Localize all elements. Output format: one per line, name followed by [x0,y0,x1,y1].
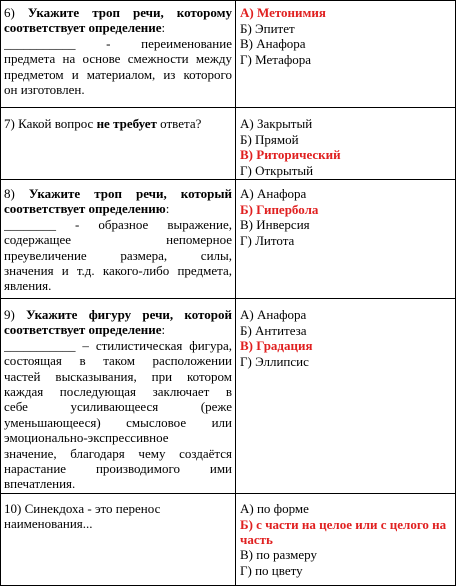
question-bold-text: соответствует определение [4,322,162,338]
answer-option: Г) по цвету [240,563,303,578]
question-text: ________ - образное выражение, [4,216,232,232]
question-bold-text: соответствует определение [4,20,162,36]
question-bold-text: соответствует определению [4,201,166,217]
question-line [4,476,232,491]
question-line [4,446,232,461]
answer-option: В) Инверсия [240,217,310,233]
answers-cell [240,307,450,369]
question-line [4,116,232,131]
question-line [4,322,232,337]
question-line [4,501,232,516]
question-text: преувеличение размера, силы, [4,247,232,263]
question-line [4,307,232,322]
question-text: ___________ - переименование [4,35,232,51]
question-line [4,20,232,35]
question-line [4,232,232,247]
question-cell [4,5,232,97]
question-text: значения и т.д. какого-либо предмета, [4,262,232,278]
answer-option: В) по размеру [240,547,318,563]
answer-option: А) Анафора [240,307,307,322]
answers-cell [240,186,450,248]
question-bold-text: Укажите фигуру речи, которой [26,307,232,322]
question-text: 8) [4,186,29,201]
question-text: 7) Какой вопрос [4,116,97,131]
question-line [4,36,232,51]
answer-option-correct: В) Риторический [240,147,341,163]
row-divider [0,493,456,494]
question-text: нарастание производимого ими [4,460,232,476]
row-divider [0,179,456,180]
question-text: : [161,322,166,338]
question-bold-text: Укажите троп речи, которому [27,5,232,20]
question-text: предмета на основе смежности между [4,51,232,67]
answer-option: В) Анафора [240,36,306,52]
answer-option: Г) Эллипсис [240,353,309,369]
question-bold-text: Укажите троп речи, который [28,186,232,201]
question-line [4,201,232,216]
question-cell [4,501,232,532]
question-line [4,415,232,430]
question-text: явления. [4,278,52,294]
question-text: предметом и материалом, из которого [4,66,232,82]
answer-option: Г) Открытый [240,162,314,178]
question-cell [4,186,232,294]
question-text: каждая последующая заключает в [4,383,232,399]
question-line [4,338,232,353]
question-line [4,82,232,97]
question-line [4,369,232,384]
answer-option: Г) Метафора [240,51,312,67]
answers-cell [240,5,450,67]
question-line [4,248,232,263]
answer-option: Б) Прямой [240,131,299,147]
question-text: 9) [4,307,27,322]
answers-cell [240,501,450,579]
answer-option: Г) Литота [240,232,295,248]
answer-option: А) по форме [240,501,309,516]
question-text: 10) Синекдоха - это перенос [4,501,161,516]
answer-option: А) Анафора [240,186,307,201]
question-text: уменьшающееся) смысловое или [4,414,232,430]
table-column-divider [235,0,236,586]
question-line [4,430,232,445]
question-line [4,278,232,293]
answer-option-correct: Б) с части на целое или с целого на часть [240,516,447,547]
question-line [4,67,232,82]
question-text: ___________ – стилистическая фигура, [4,337,232,353]
question-text: 6) [4,5,28,20]
question-text: он изготовлен. [4,81,85,97]
answer-option: А) Закрытый [240,116,313,131]
answer-option-correct: Б) Гипербола [240,201,319,217]
row-divider [0,0,456,1]
answer-option-correct: В) Градация [240,338,313,354]
question-line [4,399,232,414]
question-text: частей высказывания, при котором [4,368,232,384]
question-text: значение, благодаря чему создаётся [4,445,232,461]
question-cell [4,116,232,131]
question-line [4,186,232,201]
answer-option-correct: А) Метонимия [240,5,326,20]
question-text: наименования... [4,516,93,532]
question-text: себе усиливающееся (реже [4,399,232,415]
table-border-left [0,0,1,586]
question-line [4,516,232,531]
question-text: : [165,201,170,217]
question-line [4,461,232,476]
question-text: : [161,20,166,36]
question-line [4,263,232,278]
question-text: состоящая в таком расположении [4,353,232,369]
question-line [4,384,232,399]
question-line [4,353,232,368]
question-text: содержащее непомерное [4,232,232,248]
answer-option: Б) Антитеза [240,322,307,338]
answers-cell [240,116,450,178]
question-line [4,217,232,232]
row-divider [0,298,456,299]
question-cell [4,307,232,492]
question-text: ответа? [156,116,202,131]
answer-option: Б) Эпитет [240,20,295,36]
row-divider [0,107,456,108]
question-line [4,5,232,20]
question-line [4,51,232,66]
question-bold-text: не требует [96,116,157,131]
question-text: эмоционально-экспрессивное [4,430,169,446]
question-text: впечатления. [4,476,76,492]
